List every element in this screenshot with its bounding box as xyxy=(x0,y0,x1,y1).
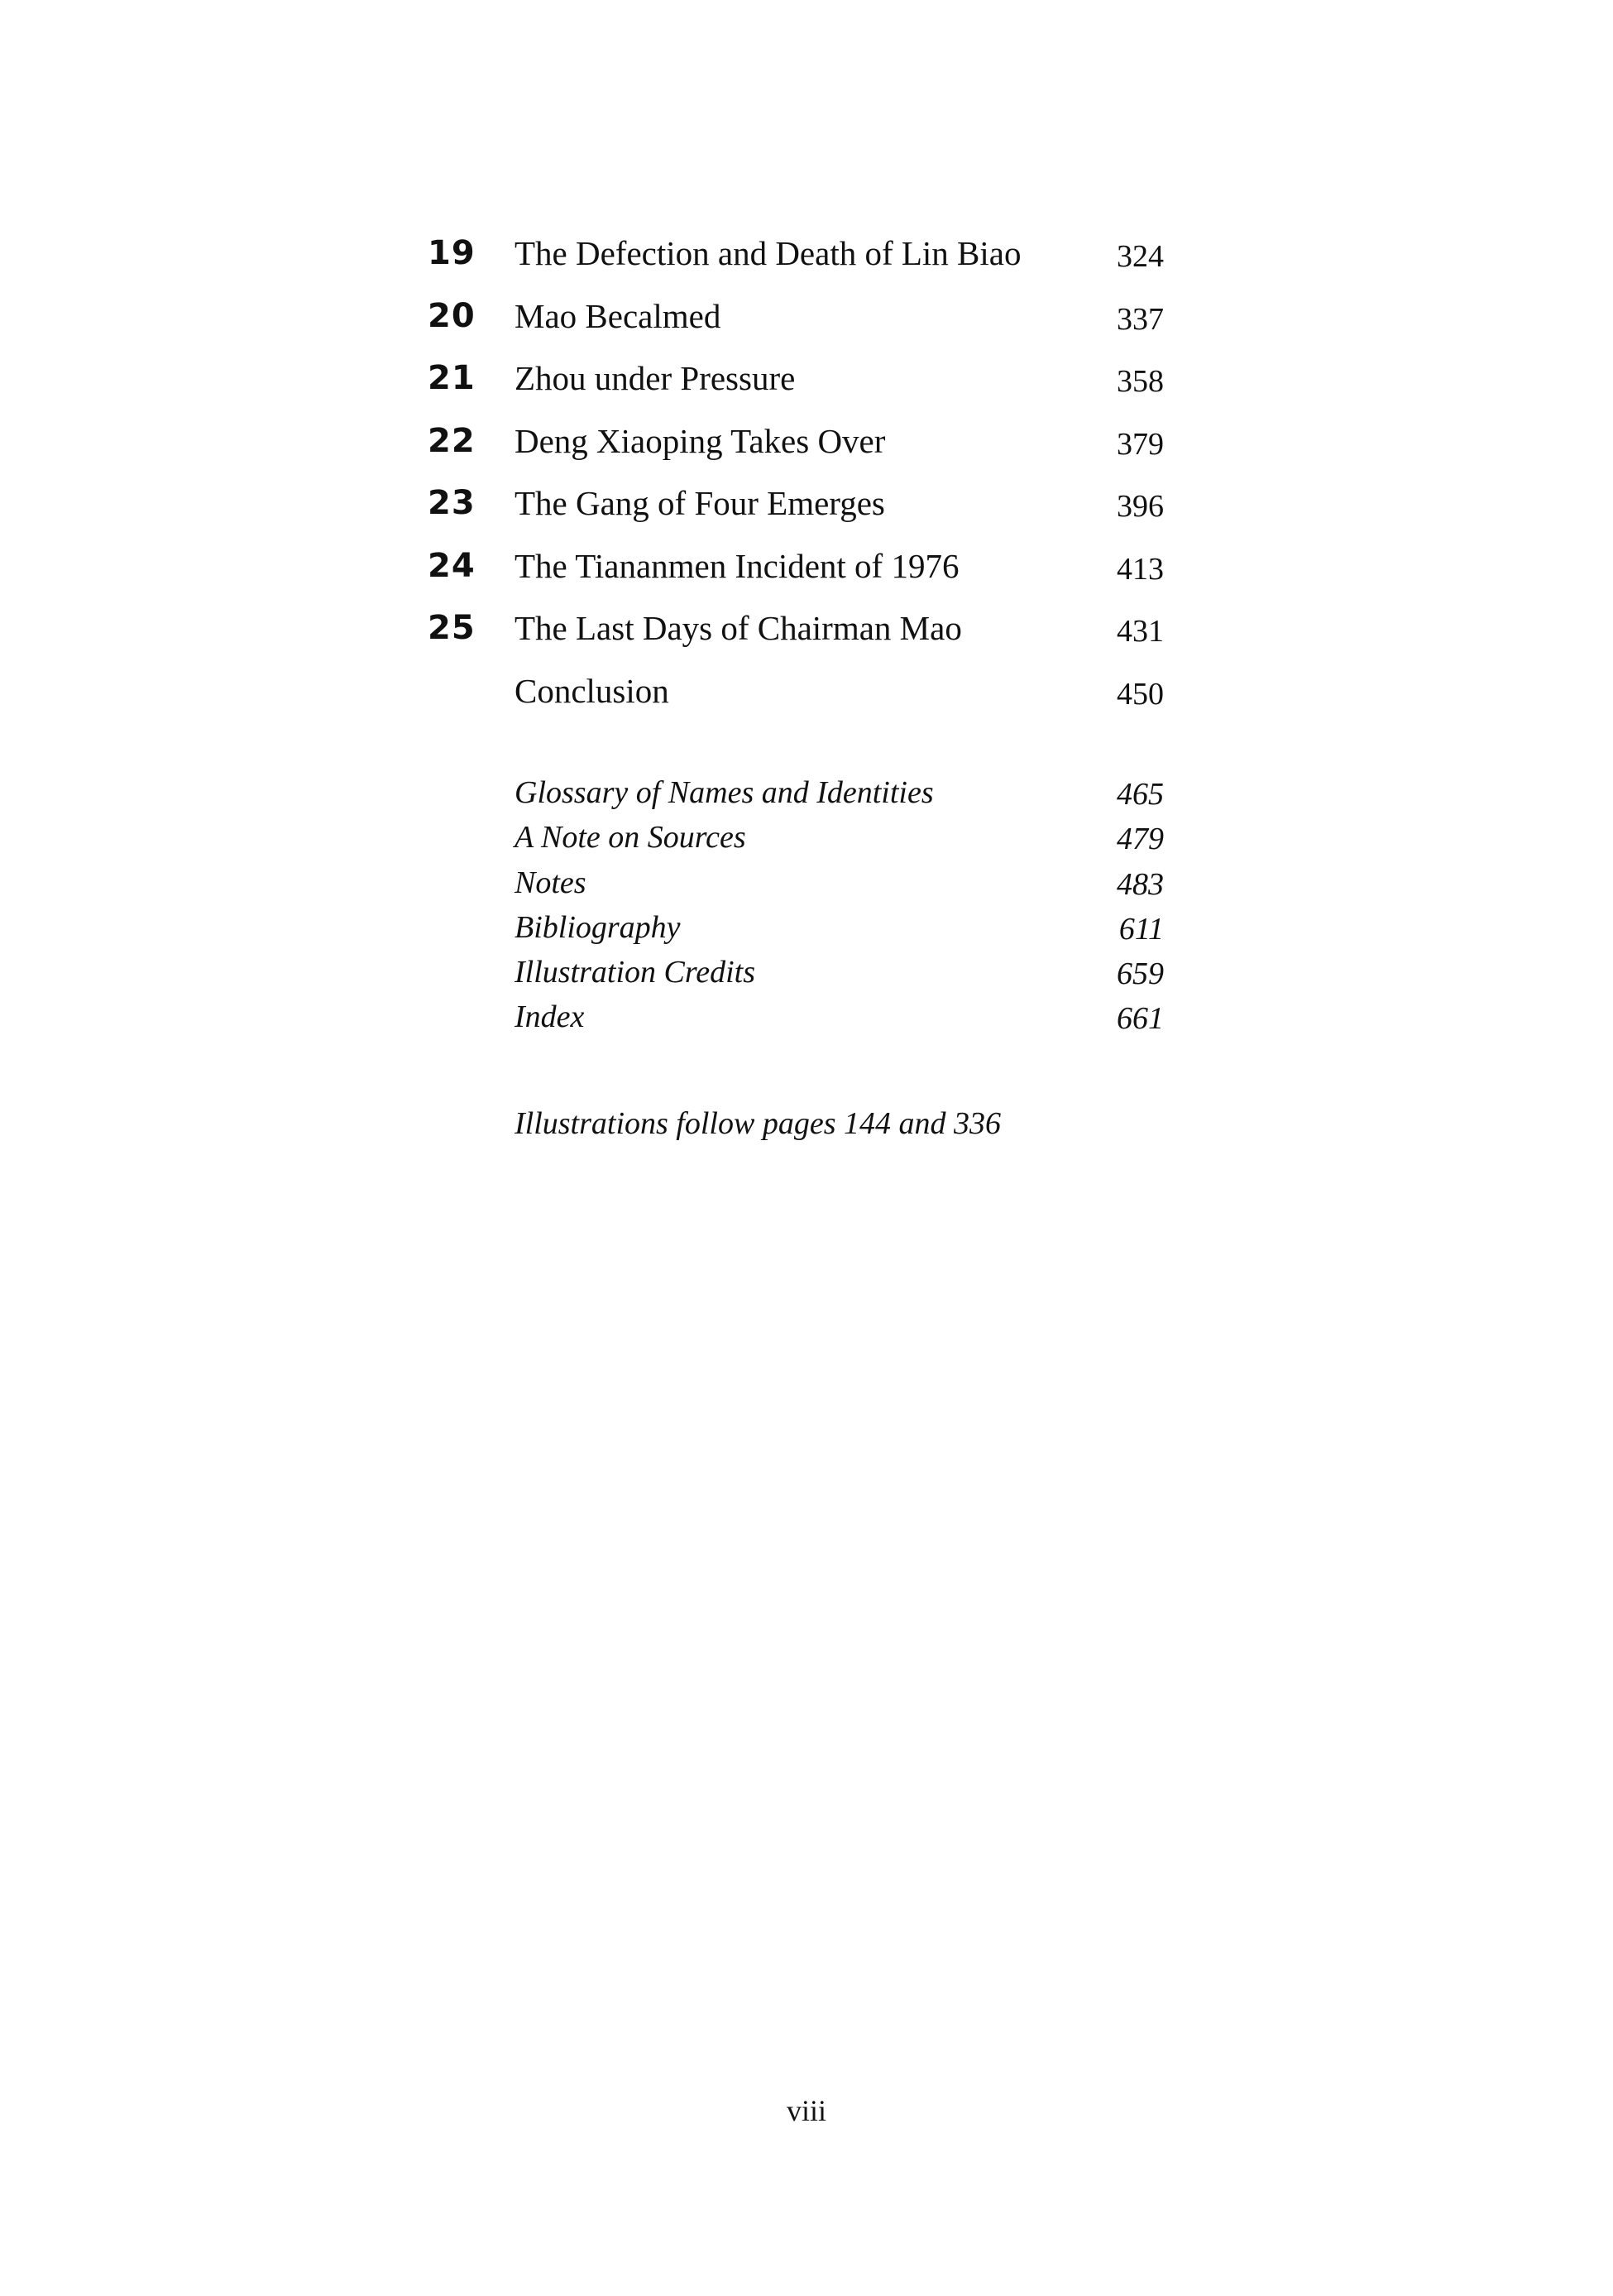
toc-entry-chapter-24[interactable] xyxy=(428,543,1164,606)
chapter-number: 25 xyxy=(428,609,476,647)
back-matter-list xyxy=(515,772,1164,1042)
chapter-title: Zhou under Pressure xyxy=(515,359,796,397)
back-matter-page-number: 465 xyxy=(1117,777,1164,812)
chapter-page-number: 450 xyxy=(1117,676,1164,712)
back-matter-page-number: 483 xyxy=(1117,866,1164,902)
chapter-page-number: 324 xyxy=(1117,239,1164,274)
illustrations-note: Illustrations follow pages 144 and 336 xyxy=(515,1106,1001,1141)
page-folio: viii xyxy=(786,2094,826,2127)
toc-entry-index[interactable] xyxy=(515,996,1164,1041)
chapter-number: 24 xyxy=(428,546,476,585)
back-matter-page-number: 479 xyxy=(1117,822,1164,857)
toc-entry-chapter-19[interactable] xyxy=(428,230,1164,293)
chapter-title: Conclusion xyxy=(515,671,669,710)
toc-entry-note-on-sources[interactable] xyxy=(515,817,1164,861)
back-matter-title: Notes xyxy=(515,865,586,900)
toc-entry-conclusion[interactable] xyxy=(428,668,1164,731)
table-of-contents xyxy=(428,230,1164,730)
chapter-number: 23 xyxy=(428,484,476,522)
chapter-title: Mao Becalmed xyxy=(515,296,721,335)
chapter-number: 22 xyxy=(428,421,476,460)
back-matter-page-number: 611 xyxy=(1118,911,1164,947)
toc-entry-notes[interactable] xyxy=(515,862,1164,907)
toc-entry-chapter-25[interactable] xyxy=(428,605,1164,668)
toc-entry-chapter-20[interactable] xyxy=(428,293,1164,356)
back-matter-page-number: 661 xyxy=(1117,1001,1164,1037)
back-matter-title: Glossary of Names and Identities xyxy=(515,775,934,810)
chapter-page-number: 413 xyxy=(1117,551,1164,587)
back-matter-title: Bibliography xyxy=(515,909,681,945)
chapter-page-number: 431 xyxy=(1117,614,1164,649)
chapter-page-number: 358 xyxy=(1117,364,1164,399)
chapter-title: The Defection and Death of Lin Biao xyxy=(515,234,1022,272)
chapter-title: The Tiananmen Incident of 1976 xyxy=(515,546,960,585)
back-matter-title: A Note on Sources xyxy=(515,820,746,856)
chapter-number: 21 xyxy=(428,359,476,397)
chapter-number: 19 xyxy=(428,234,476,272)
chapter-title: The Last Days of Chairman Mao xyxy=(515,609,962,647)
chapter-page-number: 396 xyxy=(1117,489,1164,524)
chapter-title: The Gang of Four Emerges xyxy=(515,484,885,522)
chapter-page-number: 337 xyxy=(1117,301,1164,337)
chapter-title: Deng Xiaoping Takes Over xyxy=(515,421,886,460)
toc-entry-bibliography[interactable] xyxy=(515,907,1164,951)
chapter-number: 20 xyxy=(428,296,476,335)
toc-entry-chapter-22[interactable] xyxy=(428,418,1164,481)
back-matter-title: Index xyxy=(515,999,585,1035)
toc-entry-glossary[interactable] xyxy=(515,772,1164,817)
toc-entry-chapter-23[interactable] xyxy=(428,480,1164,543)
toc-entry-illustration-credits[interactable] xyxy=(515,951,1164,996)
toc-entry-chapter-21[interactable] xyxy=(428,355,1164,418)
back-matter-title: Illustration Credits xyxy=(515,955,756,990)
chapter-page-number: 379 xyxy=(1117,426,1164,462)
back-matter-page-number: 659 xyxy=(1117,956,1164,992)
